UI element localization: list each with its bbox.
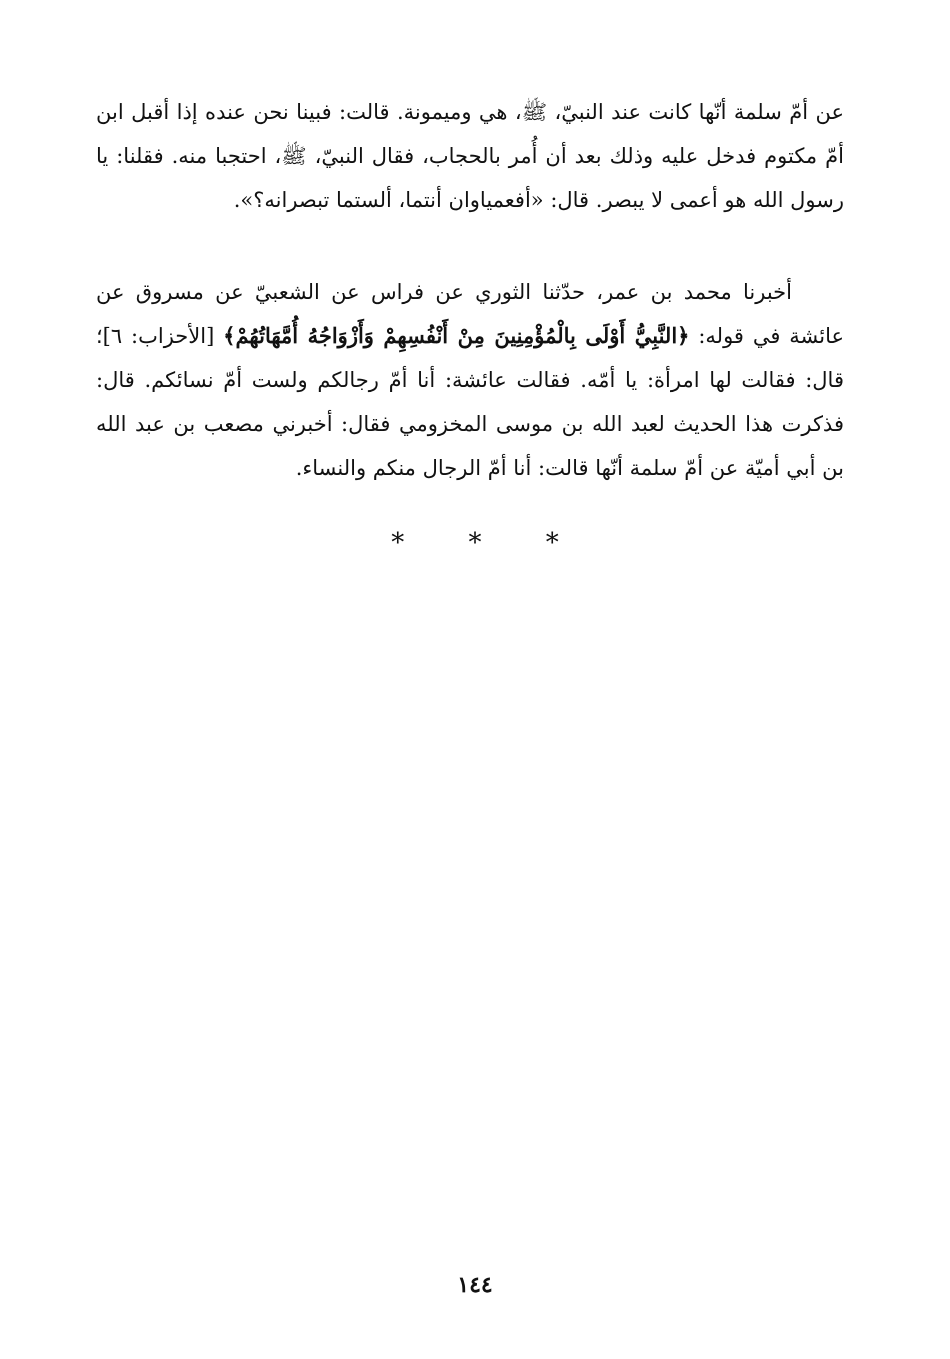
paragraph-2-text-before: أخبرنا محمد بن عمر، حدّثنا الثوري عن فراس عن الشعبيّ عن مسروق عن عائشة في قوله:: [96, 280, 844, 348]
page-number: ١٤٤: [457, 1272, 493, 1298]
paragraph-2: [96, 270, 844, 490]
paragraph-1: [96, 90, 844, 222]
quran-verse: ﴿النَّبِيُّ أَوْلَى بِالْمُؤْمِنِينَ مِنْ أَنْفُسِهِمْ وَأَزْوَاجُهُ أُمَّهَاتُهُمْ﴾: [223, 323, 690, 348]
paragraph-1-text: عن أمّ سلمة أنّها كانت عند النبيّ، ﷺ، هي وميمونة. قالت: فبينا نحن عنده إذا أقبل ابن أمّ مكتوم فدخل عليه وذلك بعد أن أُمر بالحجاب، فقال النبيّ، ﷺ، احتجبا منه. فقلنا: يا رسول الله هو أعمى لا يبصر. قال: «أفعمياوان أنتما، ألستما تبصرانه؟».: [96, 100, 844, 212]
separator-asterisk: *: [468, 528, 482, 558]
separator-asterisk: *: [545, 528, 559, 558]
section-separator: [0, 528, 950, 558]
separator-asterisk: *: [391, 528, 405, 558]
paragraph-2-text-after: [الأحزاب: ٦]؛ قال: فقالت لها امرأة: يا أمّه. فقالت عائشة: أنا أمّ رجالكم ولست أمّ نسائكم. قال: فذكرت هذا الحديث لعبد الله بن موسى المخزومي فقال: أخبرني مصعب بن عبد الله بن أبي أميّة عن أمّ سلمة أنّها قالت: أنا أمّ الرجال منكم والنساء.: [96, 324, 844, 480]
